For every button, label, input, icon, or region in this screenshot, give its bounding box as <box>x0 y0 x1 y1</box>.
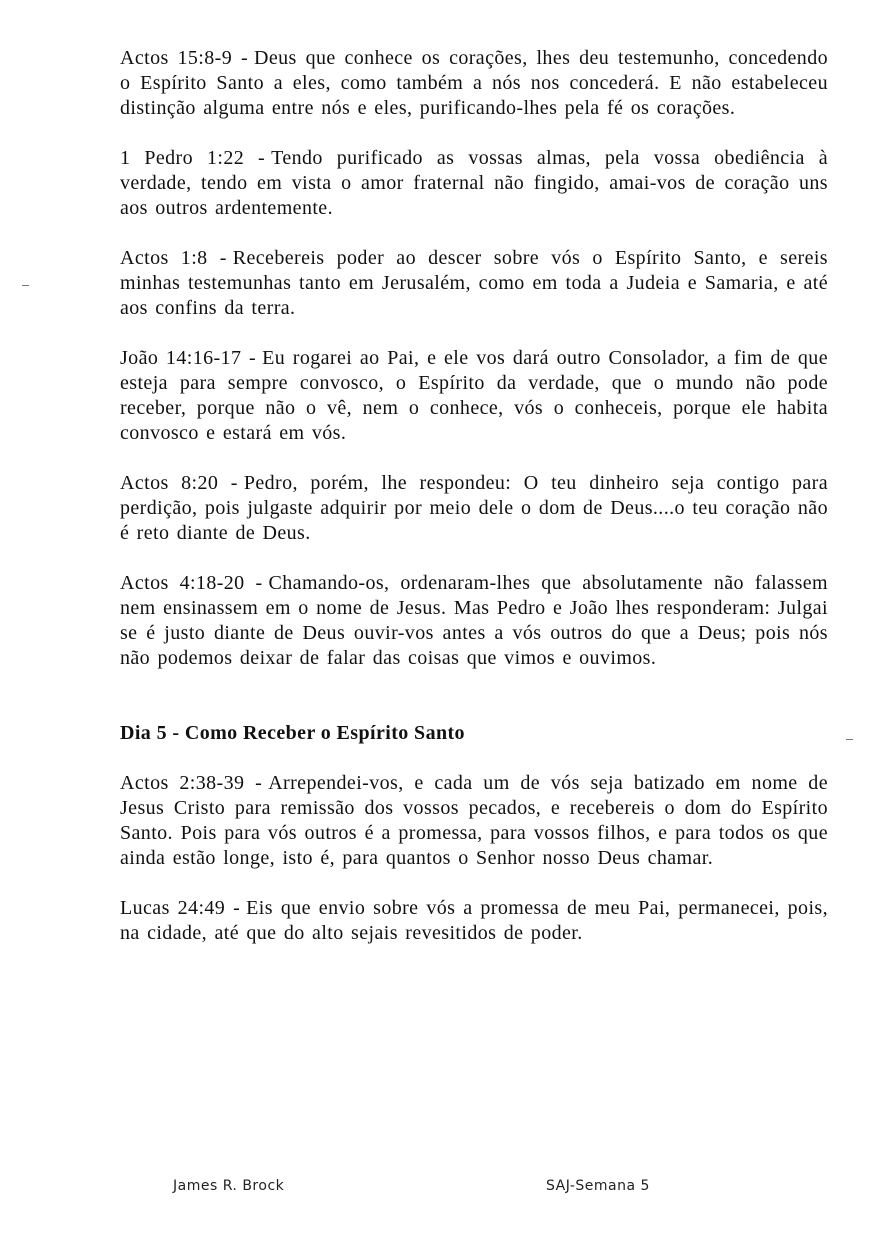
footer-series: SAJ-Semana 5 <box>546 1178 650 1194</box>
page-content <box>120 46 828 971</box>
verse-reference: Actos 15:8-9 - <box>120 47 249 69</box>
verse-paragraph <box>120 346 828 446</box>
verse-paragraph <box>120 246 828 321</box>
verse-text: Recebereis poder ao descer sobre vós o Espírito Santo, e sereis minhas testemunhas tanto em Jerusalém, como em toda a Judeia e Samaria, e até aos confins da terra. <box>120 247 828 319</box>
verse-reference: Lucas 24:49 - <box>120 897 241 919</box>
verse-reference: Actos 8:20 - <box>120 472 238 494</box>
verse-paragraph <box>120 896 828 946</box>
verse-reference: João 14:16-17 - <box>120 347 257 369</box>
verse-text: Eu rogarei ao Pai, e ele vos dará outro Consolador, a fim de que esteja para sempre convosco, o Espírito da verdade, que o mundo não pode receber, porque não o vê, nem o conhece, vós o conheceis, porque ele habita convosco e estará em vós. <box>120 347 828 444</box>
verse-reference: Actos 4:18-20 - <box>120 572 263 594</box>
margin-mark <box>846 739 853 740</box>
footer-author: James R. Brock <box>173 1178 285 1194</box>
verse-text: Deus que conhece os corações, lhes deu testemunho, concedendo o Espírito Santo a eles, como também a nós nos concederá. E não estabeleceu distinção alguma entre nós e eles, purificando-lhes pela fé os corações. <box>120 47 828 119</box>
verse-paragraph <box>120 771 828 871</box>
verse-paragraph <box>120 471 828 546</box>
verse-text: Eis que envio sobre vós a promessa de meu Pai, permanecei, pois, na cidade, até que do alto sejais revesitidos de poder. <box>120 897 828 944</box>
section-heading: Dia 5 - Como Receber o Espírito Santo <box>120 722 465 744</box>
verse-reference: 1 Pedro 1:22 - <box>120 147 266 169</box>
verse-text: Chamando-os, ordenaram-lhes que absolutamente não falassem nem ensinassem em o nome de Jesus. Mas Pedro e João lhes responderam: Julgai se é justo diante de Deus ouvir-vos antes a vós outros do que a Deus; pois nós não podemos deixar de falar das coisas que vimos e ouvimos. <box>120 572 828 669</box>
verse-text: Pedro, porém, lhe respondeu: O teu dinheiro seja contigo para perdição, pois julgaste adquirir por meio dele o dom de Deus....o teu coração não é reto diante de Deus. <box>120 472 828 544</box>
verse-reference: Actos 2:38-39 - <box>120 772 263 794</box>
margin-mark <box>22 285 29 286</box>
verse-reference: Actos 1:8 - <box>120 247 227 269</box>
verse-paragraph <box>120 571 828 671</box>
verse-text: Arrependei-vos, e cada um de vós seja batizado em nome de Jesus Cristo para remissão dos vossos pecados, e recebereis o dom do Espírito Santo. Pois para vós outros é a promessa, para vossos filhos, e para todos os que ainda estão longe, isto é, para quantos o Senhor nosso Deus chamar. <box>120 772 828 869</box>
verse-paragraph <box>120 146 828 221</box>
verse-text: Tendo purificado as vossas almas, pela vossa obediência à verdade, tendo em vista o amor fraternal não fingido, amai-vos de coração uns aos outros ardentemente. <box>120 147 828 219</box>
verse-paragraph <box>120 46 828 121</box>
